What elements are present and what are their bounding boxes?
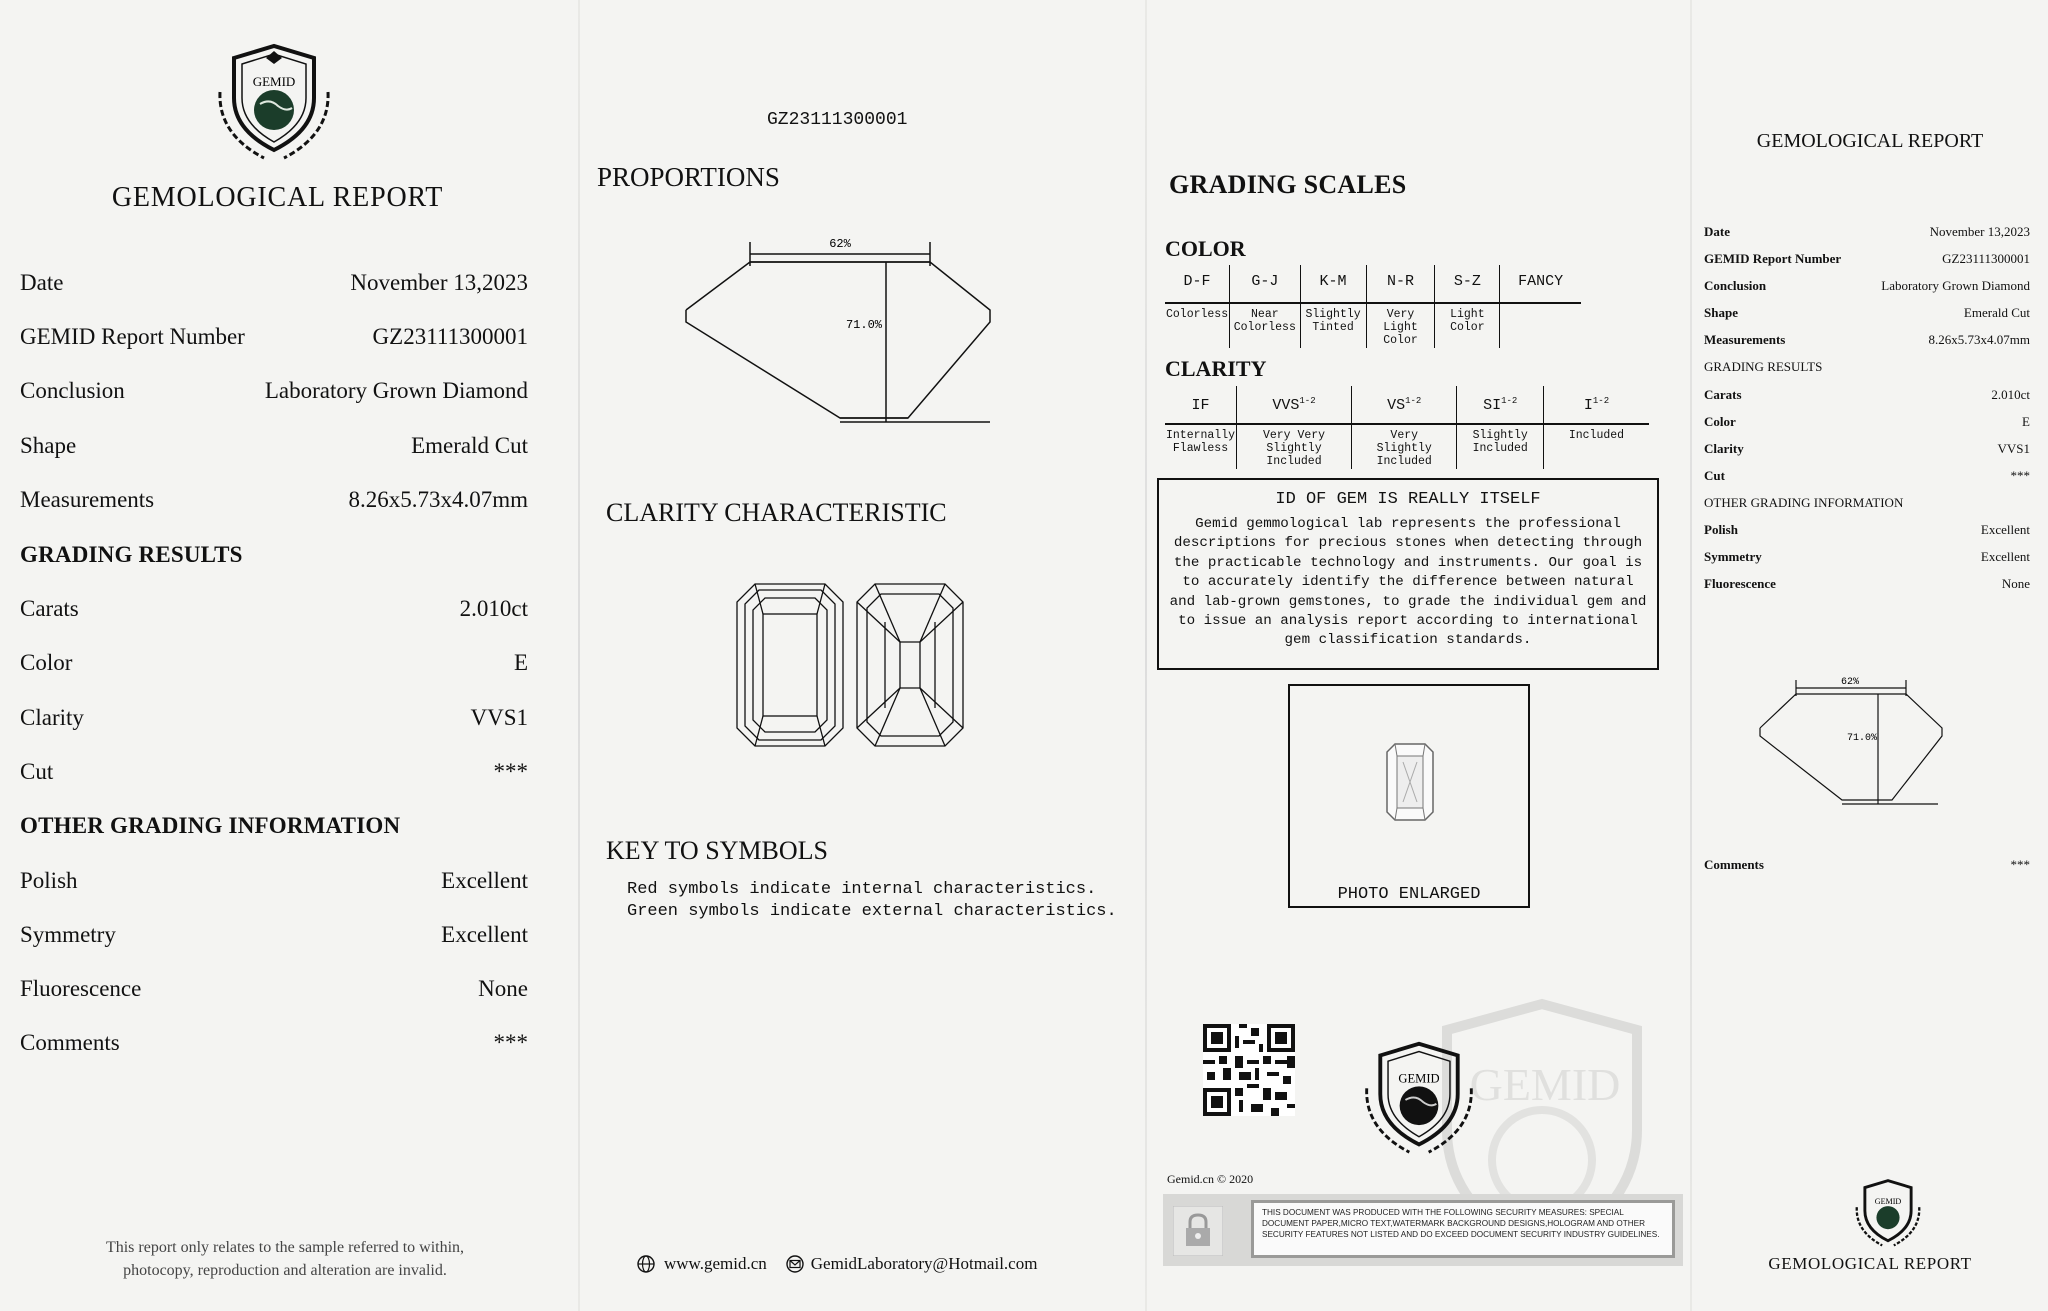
gemid-seal-logo: [1359, 1036, 1479, 1160]
id-of-gem-body: Gemid gemmological lab represents the professional descriptions for precious stones when detecting through the practicable technology and instruments. Our goal is to accurately identify the difference between natural and lab-grown gemstones, to grade the individual gem and to issue an analysis report according to international gem classification standards.: [1169, 516, 1647, 649]
middle-panel: [580, 0, 1145, 1311]
detail-row: GEMID Report Number GZ23111300001: [20, 324, 528, 349]
grading-row: Cut ***: [1704, 468, 2030, 483]
diamond-photo: [1385, 742, 1435, 822]
qr-code[interactable]: [1203, 1024, 1295, 1116]
detail-row: Shape Emerald Cut: [20, 433, 528, 458]
right-footer-title: GEMOLOGICAL REPORT: [1768, 1254, 1972, 1273]
key-to-symbols-heading: KEY TO SYMBOLS: [606, 836, 829, 865]
report-number: GZ23111300001: [767, 110, 908, 130]
svg-text:62%: 62%: [1840, 677, 1860, 688]
right-footer-logo: [1852, 1176, 1924, 1250]
left-panel: [0, 0, 578, 1311]
grading-scales-heading: GRADING SCALES: [1169, 170, 1407, 199]
contact-footer: [636, 1254, 1037, 1274]
right-proportions-diagram: [1756, 670, 1976, 810]
detail-row: Date November 13,2023: [20, 270, 528, 295]
disclaimer: This report only relates to the sample referred to within, photocopy, reproduction and alteration are invalid.: [105, 1239, 465, 1279]
key-line-red: Red symbols indicate internal characteristics.: [627, 880, 1097, 899]
other-row: Polish Excellent: [20, 868, 528, 893]
clarity-scale-heading: CLARITY: [1165, 356, 1267, 381]
other-row: Fluorescence None: [20, 976, 528, 1001]
email-link[interactable]: GemidLaboratory@Hotmail.com: [810, 1254, 1038, 1273]
grading-row: Color E: [20, 650, 528, 675]
detail-row: Conclusion Laboratory Grown Diamond: [20, 378, 528, 403]
security-text-frame: [1251, 1200, 1675, 1258]
photo-caption: PHOTO ENLARGED: [1337, 885, 1481, 904]
color-scale-table: D-F G-J K-M N-R S-Z FANCY Colorless Near Colorless Slightly Tinted Very Light Color Light Color: [1165, 265, 1581, 348]
svg-text:GEMID: GEMID: [1874, 1196, 1902, 1206]
clarity-scale-table: IF VVS$^{1-2}$ VS$^{1-2}$ SI$^{1-2}$ $I^{1-2}$ Internally Flawless Very Very Slightly Included Very Slightly Included Slightly Included Included: [1165, 386, 1649, 469]
security-text: THIS DOCUMENT WAS PRODUCED WITH THE FOLLOWING SECURITY MEASURES: SPECIAL DOCUMENT PAPER,MICRO TEXT,WATERMARK BACKGROUND DESIGNS,HOLOGRAM AND OTHER SECURITY FEATURES NOT LISTED AND DO EXCEED DOCUMENT SECURITY INDUSTRY GUIDELINES.: [1262, 1208, 1660, 1239]
color-scale-heading: COLOR: [1165, 236, 1246, 261]
lock-icon: [1173, 1206, 1223, 1256]
other-grading-heading: OTHER GRADING INFORMATION: [20, 813, 401, 838]
detail-row: Shape Emerald Cut: [1704, 305, 2030, 320]
gemid-logo: [212, 38, 336, 166]
other-row: Symmetry Excellent: [1704, 549, 2030, 564]
clarity-characteristic-heading: CLARITY CHARACTERISTIC: [606, 498, 947, 527]
grading-row: Carats 2.010ct: [1704, 387, 2030, 402]
proportions-heading: PROPORTIONS: [597, 162, 780, 192]
grading-scales-panel: [1147, 0, 1690, 1311]
globe-icon: [636, 1254, 656, 1274]
key-line-green: Green symbols indicate external characteristics.: [627, 902, 1117, 921]
clarity-plot-diagram: [735, 582, 985, 748]
svg-text:71.0%: 71.0%: [1846, 733, 1878, 744]
right-panel: [1692, 0, 2048, 1311]
grading-results-heading: GRADING RESULTS: [20, 542, 243, 567]
other-row: Symmetry Excellent: [20, 922, 528, 947]
grading-row: Color E: [1704, 414, 2030, 429]
grading-row: Carats 2.010ct: [20, 596, 528, 621]
svg-text:GEMID: GEMID: [1469, 1059, 1621, 1110]
grading-results-heading: GRADING RESULTS: [1704, 359, 1823, 374]
detail-row: Conclusion Laboratory Grown Diamond: [1704, 278, 2030, 293]
right-title: GEMOLOGICAL REPORT: [1756, 130, 1984, 152]
report-title: GEMOLOGICAL REPORT: [111, 182, 444, 213]
svg-text:GEMID: GEMID: [252, 74, 296, 89]
right-comments-row: Comments ***: [1704, 857, 2030, 872]
copyright: Gemid.cn © 2020: [1167, 1172, 1254, 1186]
detail-row: Date November 13,2023: [1704, 224, 2030, 239]
email-icon: [785, 1254, 805, 1274]
id-of-gem-box: [1157, 478, 1659, 670]
detail-row: Measurements 8.26x5.73x4.07mm: [20, 487, 528, 512]
detail-row: GEMID Report Number GZ23111300001: [1704, 251, 2030, 266]
photo-enlarged-box: [1288, 684, 1530, 908]
detail-row: Measurements 8.26x5.73x4.07mm: [1704, 332, 2030, 347]
proportions-diagram: [680, 230, 1040, 430]
other-row: Comments ***: [20, 1030, 528, 1055]
id-of-gem-title: ID OF GEM IS REALLY ITSELF: [1275, 490, 1541, 509]
svg-text:GEMID: GEMID: [1398, 1071, 1440, 1086]
website-link[interactable]: www.gemid.cn: [664, 1254, 767, 1273]
svg-text:62%: 62%: [829, 237, 851, 251]
other-row: Fluorescence None: [1704, 576, 2030, 591]
other-row: Polish Excellent: [1704, 522, 2030, 537]
other-grading-heading: OTHER GRADING INFORMATION: [1704, 495, 1904, 510]
security-box: [1163, 1194, 1683, 1266]
grading-row: Clarity VVS1: [1704, 441, 2030, 456]
grading-row: Clarity VVS1: [20, 705, 528, 730]
grading-row: Cut ***: [20, 759, 528, 784]
svg-text:71.0%: 71.0%: [845, 318, 883, 332]
